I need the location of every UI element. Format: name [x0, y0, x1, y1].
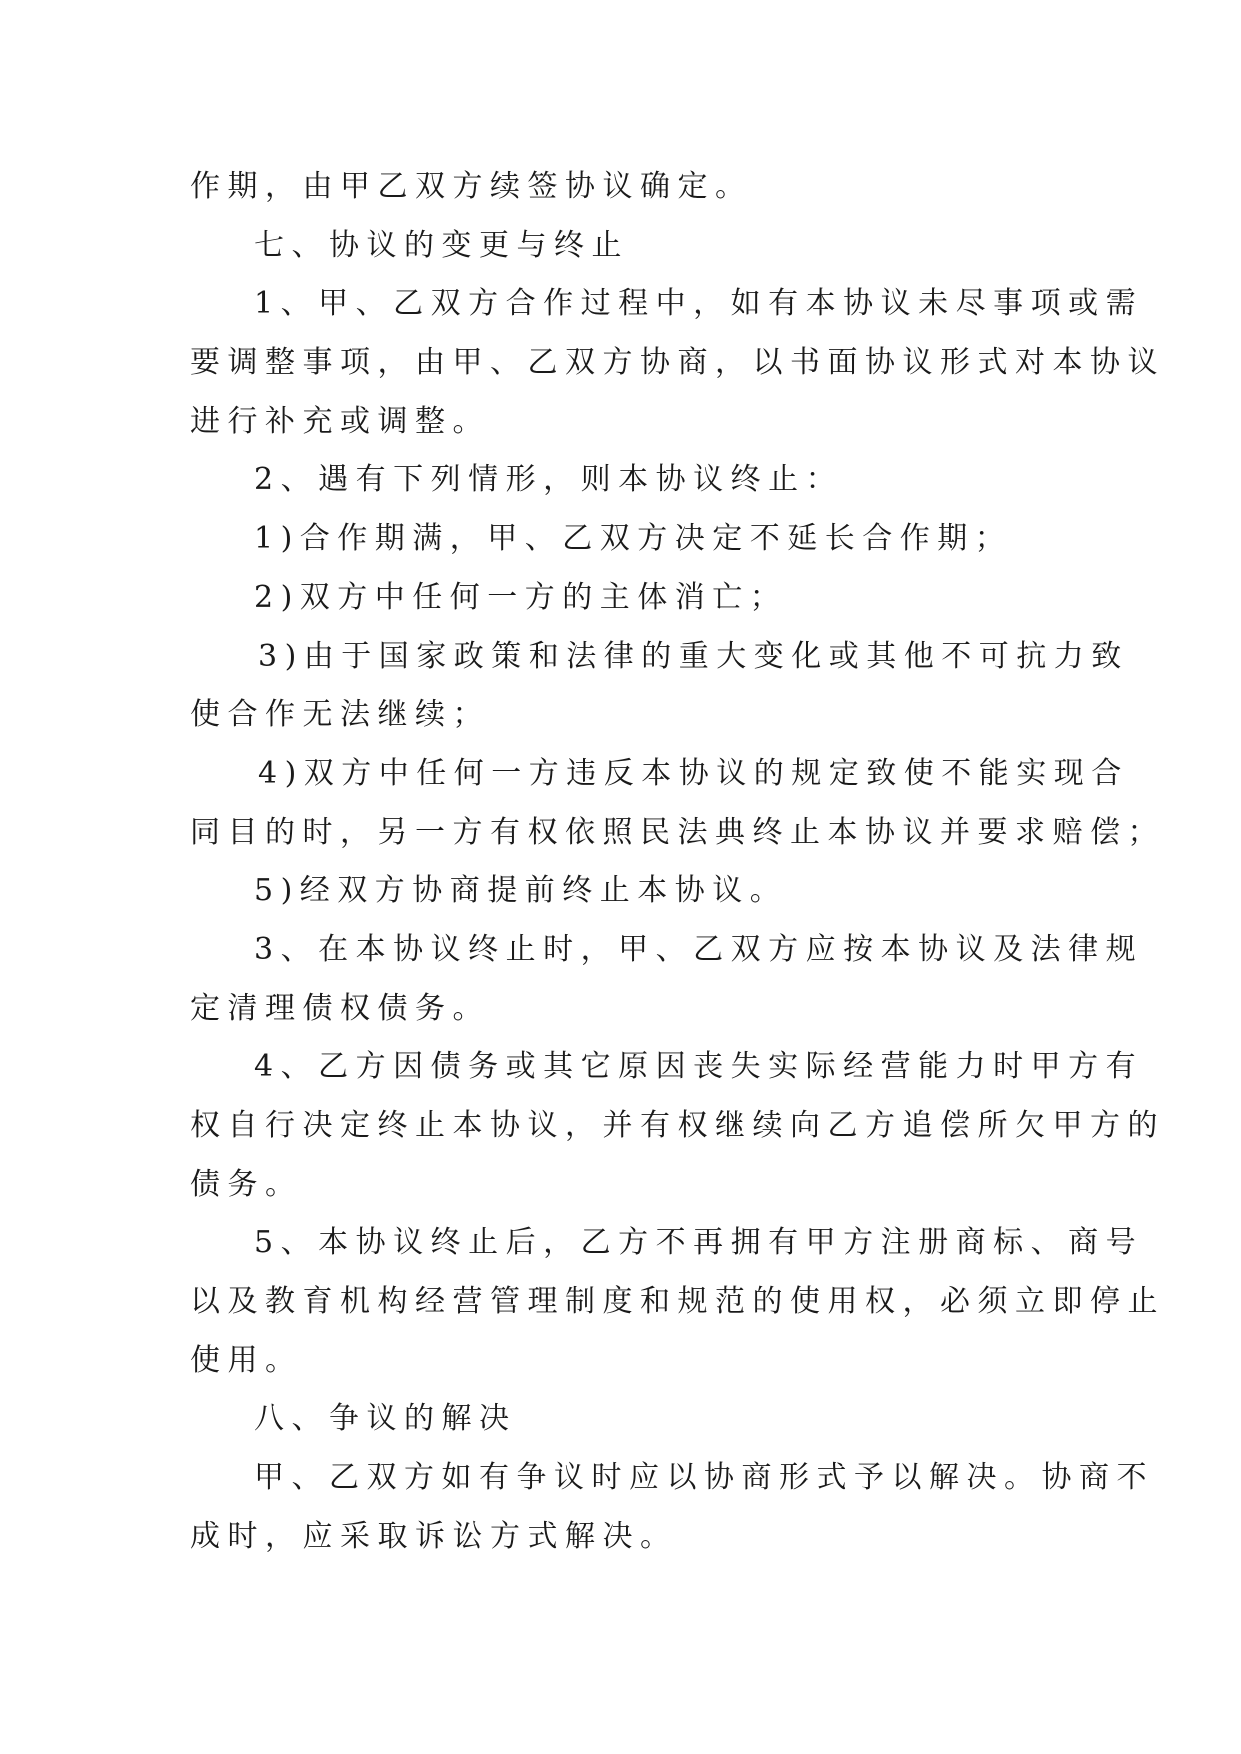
text-line: 要调整事项，由甲、乙双方协商，以书面协议形式对本协议	[190, 345, 1165, 381]
text-line: 进行补充或调整。	[190, 403, 490, 439]
text-line: 同目的时，另一方有权依照民法典终止本协议并要求赔偿；	[190, 814, 1165, 850]
text-line: 成时，应采取诉讼方式解决。	[190, 1518, 678, 1554]
list-item: 2)双方中任何一方的主体消亡；	[254, 579, 788, 615]
section-heading: 七、协议的变更与终止	[254, 227, 629, 263]
text-line: 甲、乙双方如有争议时应以协商形式予以解决。协商不	[254, 1460, 1154, 1496]
text-line: 使合作无法继续；	[190, 697, 490, 733]
text-line: 权自行决定终止本协议，并有权继续向乙方追偿所欠甲方的	[190, 1108, 1165, 1143]
list-item: 3)由于国家政策和法律的重大变化或其他不可抗力致	[258, 638, 1129, 674]
text-line: 债务。	[190, 1166, 303, 1202]
text-line: 4、乙方因债务或其它原因丧失实际经营能力时甲方有	[254, 1049, 1144, 1085]
text-line: 以及教育机构经营管理制度和规范的使用权，必须立即停止	[190, 1284, 1165, 1320]
text-line: 使用。	[190, 1342, 303, 1378]
text-line: 定清理债权债务。	[190, 990, 490, 1026]
text-line: 5、本协议终止后，乙方不再拥有甲方注册商标、商号	[254, 1225, 1144, 1261]
section-heading: 八、争议的解决	[254, 1401, 517, 1437]
list-item: 4)双方中任何一方违反本协议的规定致使不能实现合	[258, 755, 1129, 791]
text-line: 2、遇有下列情形，则本协议终止：	[254, 462, 844, 498]
text-line: 1、甲、乙双方合作过程中，如有本协议未尽事项或需	[254, 286, 1144, 322]
text-line: 作期，由甲乙双方续签协议确定。	[190, 169, 753, 204]
list-item: 5)经双方协商提前终止本协议。	[254, 873, 788, 909]
document-body	[190, 158, 1165, 1567]
text-line: 3、在本协议终止时，甲、乙双方应按本协议及法律规	[254, 931, 1144, 967]
list-item: 1)合作期满，甲、乙双方决定不延长合作期；	[254, 521, 1013, 557]
